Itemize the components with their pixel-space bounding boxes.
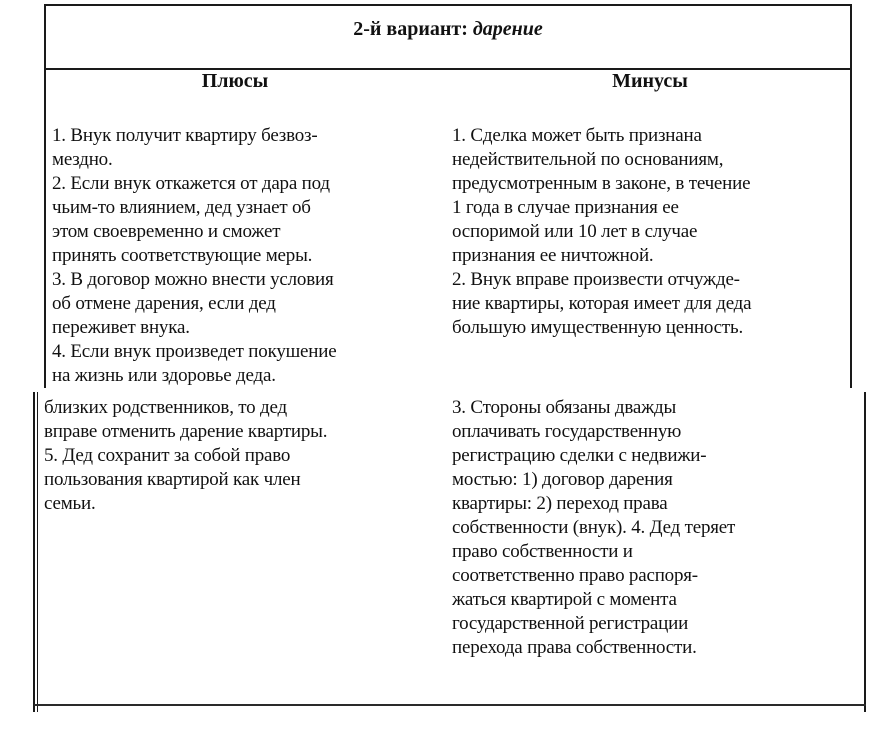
minus-cell-top: 1. Сделка может быть признана недействительной по основаниям, предусмотренным в законе, в течение 1 года в случае признания ее оспоримой или 10 лет в случае признания ее ничтожной. 2. Внук вправе произвести отчужде- ние квартиры, которая имеет для деда большую имущественную ценность. [452,125,752,338]
table-left-border [44,4,46,388]
table-bottom-border [34,704,866,706]
plus-cell-bottom: близких родственников, то дед вправе отменить дарение квартиры. 5. Дед сохранит за собой право пользования квартирой как член семьи. [44,397,328,514]
table-right-border [850,4,852,388]
table-title [46,18,850,41]
table-right-border-lower [864,392,866,712]
table-left-border-lower-inner [37,392,38,712]
plus-cell-top: 1. Внук получит квартиру безвоз- мездно. 2. Если внук откажется от дара под чьим-то влиянием, дед узнает об этом своевременно и сможет принять соответствующие меры. 3. В договор можно внести условия об отмене дарения, если дед переживет внука. 4. Если внук произведет покушение на жизнь или здоровье деда. [52,125,337,386]
minus-column-header: Минусы [612,70,688,92]
plus-column-header: Плюсы [201,70,269,92]
minus-cell-bottom: 3. Стороны обязаны дважды оплачивать государственную регистрацию сделки с недвижи- мостью: 1) договор дарения квартиры: 2) переход права собственности (внук). 4. Дед теряет право собственности и соответственно право распоря- жаться квартирой с момента государственной регистрации перехода права собственности. [452,397,736,658]
table-top-border [44,4,852,6]
table-left-border-lower [33,392,35,712]
title-number: 2-й вариант: [353,18,468,40]
title-emphasis: дарение [472,18,543,40]
